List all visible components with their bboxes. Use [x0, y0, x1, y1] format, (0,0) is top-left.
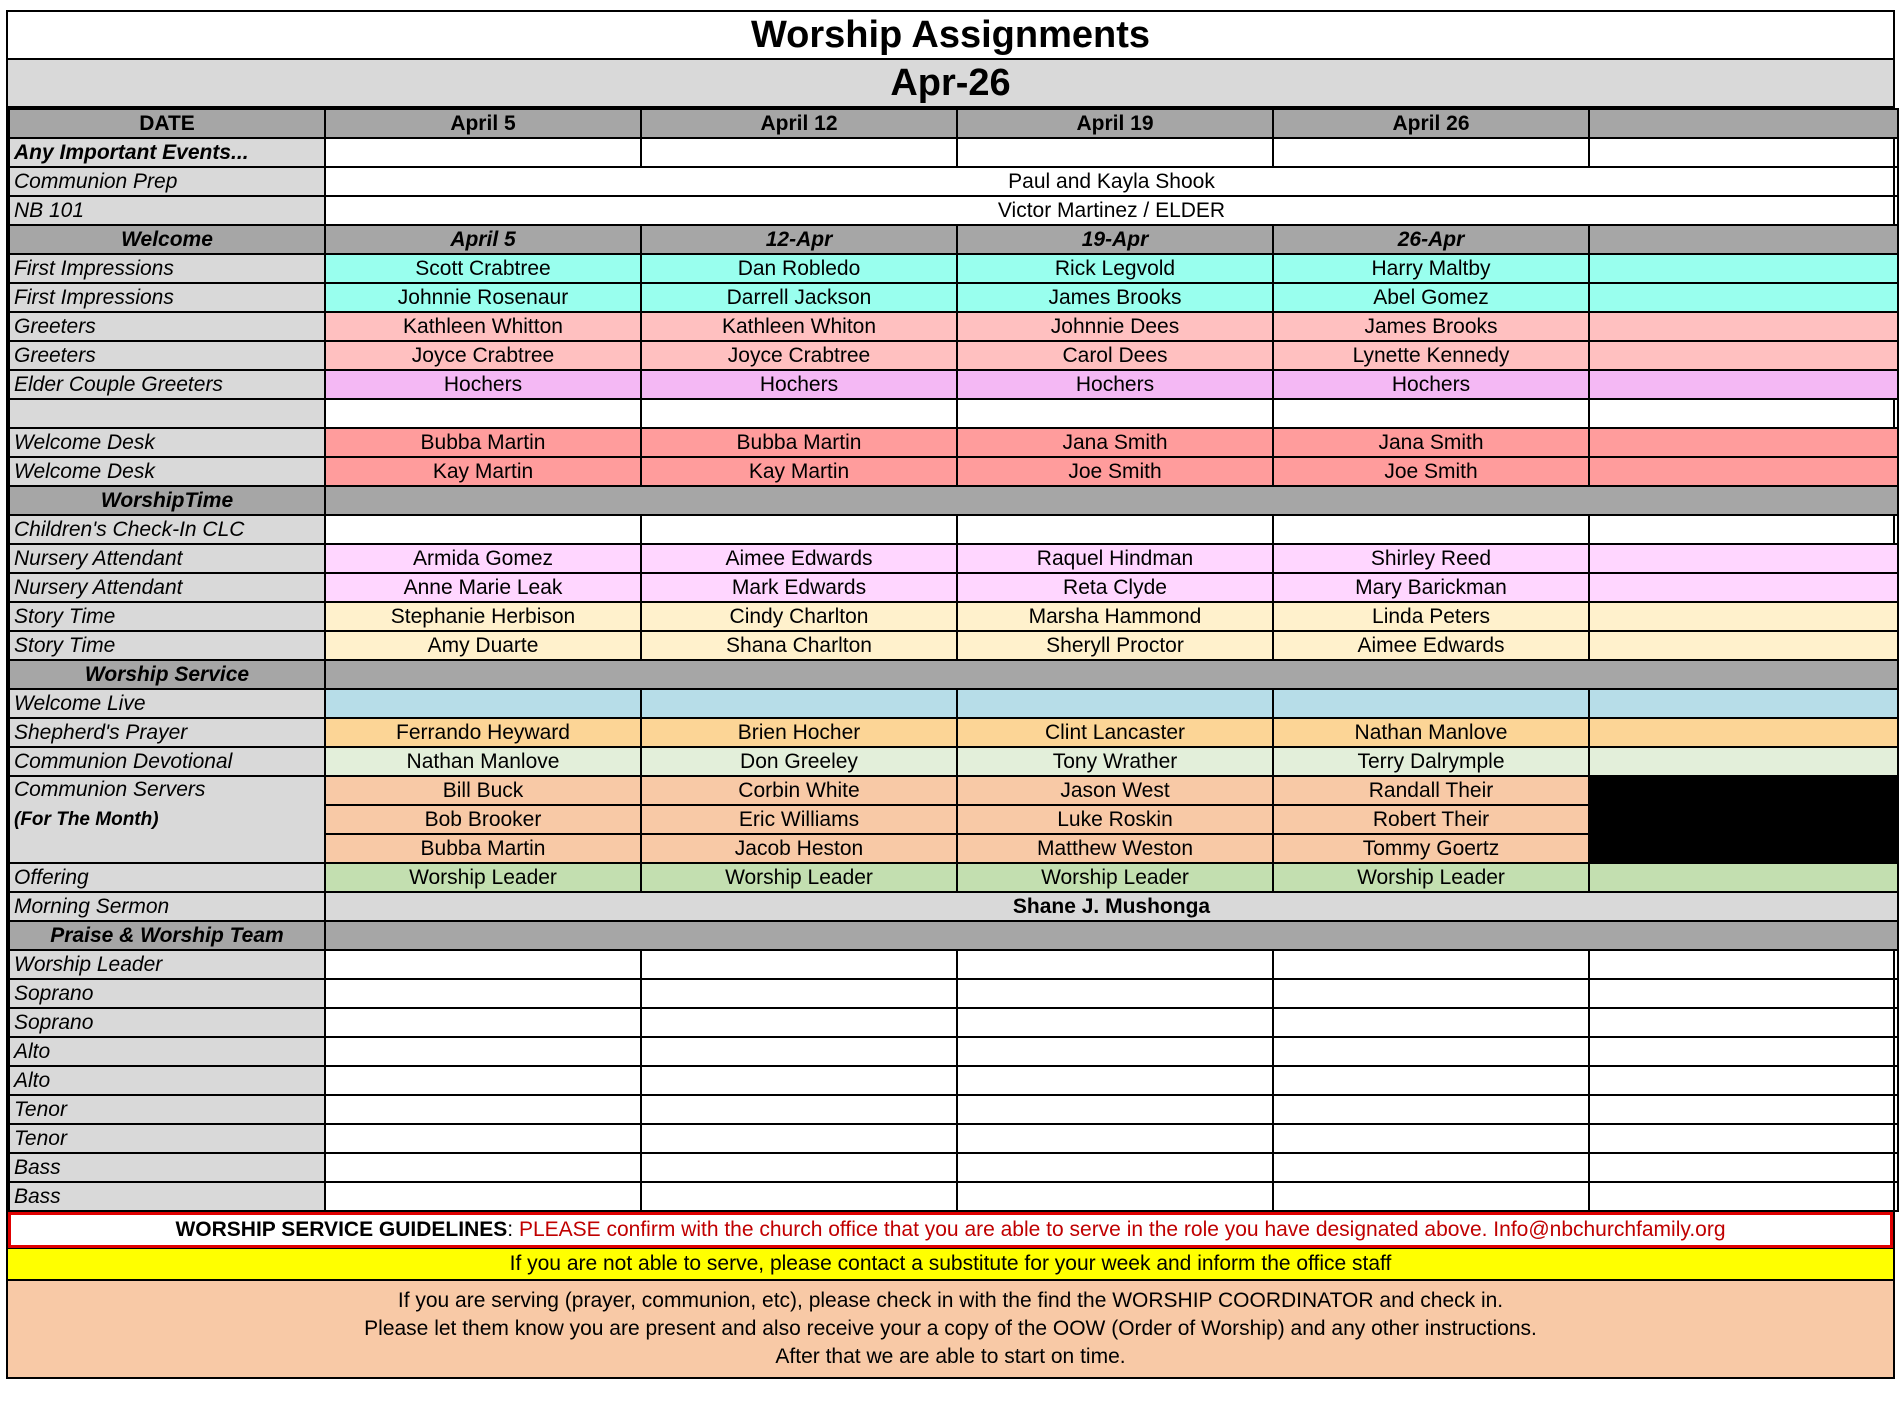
assignment-cell: Reta Clyde	[957, 573, 1273, 602]
assignment-cell	[325, 1095, 641, 1124]
assignment-cell: Lynette Kennedy	[1273, 341, 1589, 370]
assignment-cell	[957, 1008, 1273, 1037]
assignment-cell	[325, 1066, 641, 1095]
assignment-cell	[325, 138, 641, 167]
assignment-cell	[1273, 1153, 1589, 1182]
assignment-cell: Nathan Manlove	[1273, 718, 1589, 747]
assignment-cell	[641, 515, 957, 544]
assignment-cell: Victor Martinez / ELDER	[325, 196, 1898, 225]
row-label: Communion Devotional	[9, 747, 325, 776]
row-label: Worship Leader	[9, 950, 325, 979]
nb101-row	[9, 196, 1898, 225]
table-row	[9, 399, 1898, 428]
assignment-cell	[641, 1066, 957, 1095]
table-row	[9, 428, 1898, 457]
table-row	[9, 544, 1898, 573]
service-section-row	[9, 660, 1898, 689]
assignment-cell	[325, 979, 641, 1008]
assignment-cell: Robert Their	[1273, 805, 1589, 834]
table-row	[9, 283, 1898, 312]
row-label: Soprano	[9, 979, 325, 1008]
assignment-cell: Don Greeley	[641, 747, 957, 776]
assignment-cell	[957, 1124, 1273, 1153]
row-label: Tenor	[9, 1124, 325, 1153]
assignment-cell: Kathleen Whiton	[641, 312, 957, 341]
assignment-cell	[641, 399, 957, 428]
assignment-cell: Clint Lancaster	[957, 718, 1273, 747]
worship-assignments-sheet	[6, 10, 1895, 1379]
assignment-cell	[325, 689, 641, 718]
assignment-cell	[1589, 428, 1898, 457]
assignment-cell	[641, 1008, 957, 1037]
assignment-cell: Kay Martin	[325, 457, 641, 486]
section-label: WorshipTime	[9, 486, 325, 515]
assignment-cell: Bill Buck	[325, 776, 641, 805]
assignment-cell	[1273, 1095, 1589, 1124]
row-label: Children's Check-In CLC	[9, 515, 325, 544]
assignment-cell	[957, 1037, 1273, 1066]
assignment-cell	[641, 689, 957, 718]
assignment-cell	[1273, 1182, 1589, 1211]
row-label: Welcome Live	[9, 689, 325, 718]
assignment-cell: Johnnie Rosenaur	[325, 283, 641, 312]
assignment-cell: Shana Charlton	[641, 631, 957, 660]
assignment-cell: Worship Leader	[641, 863, 957, 892]
assignment-cell: Jana Smith	[1273, 428, 1589, 457]
assignment-cell	[1589, 979, 1898, 1008]
assignment-cell	[325, 950, 641, 979]
row-label: Offering	[9, 863, 325, 892]
sermon-row	[9, 892, 1898, 921]
assignment-cell	[1589, 399, 1898, 428]
assignment-cell	[641, 1153, 957, 1182]
assignment-cell	[1589, 950, 1898, 979]
table-row	[9, 1066, 1898, 1095]
communion-servers-label: Communion Servers	[14, 778, 206, 801]
assignment-cell	[1589, 1095, 1898, 1124]
row-label: Welcome Desk	[9, 428, 325, 457]
assignment-cell	[1273, 1037, 1589, 1066]
week-header: 19-Apr	[957, 225, 1273, 254]
table-row	[9, 1008, 1898, 1037]
table-row	[9, 1095, 1898, 1124]
assignment-cell	[1273, 689, 1589, 718]
section-label: Praise & Worship Team	[9, 921, 325, 950]
assignment-cell	[1589, 1124, 1898, 1153]
assignment-cell	[1273, 950, 1589, 979]
assignment-cell	[325, 515, 641, 544]
assignment-cell	[957, 1095, 1273, 1124]
table-row	[9, 689, 1898, 718]
assignment-cell	[641, 1124, 957, 1153]
assignment-cell	[1589, 254, 1898, 283]
row-label: Bass	[9, 1153, 325, 1182]
assignment-cell	[957, 1066, 1273, 1095]
assignment-cell	[641, 138, 957, 167]
row-label: Alto	[9, 1037, 325, 1066]
table-row	[9, 747, 1898, 776]
week-header: April 5	[325, 109, 641, 138]
table-row	[9, 515, 1898, 544]
section-filler	[325, 660, 1898, 689]
section-label: Welcome	[9, 225, 325, 254]
week-header: April 19	[957, 109, 1273, 138]
assignment-cell: Joe Smith	[1273, 457, 1589, 486]
offering-row	[9, 863, 1898, 892]
assignment-cell: Darrell Jackson	[641, 283, 957, 312]
row-label: Welcome Desk	[9, 457, 325, 486]
section-filler	[325, 486, 1898, 515]
assignment-cell	[1589, 863, 1898, 892]
assignment-cell: Kathleen Whitton	[325, 312, 641, 341]
table-row	[9, 573, 1898, 602]
assignment-cell	[641, 1037, 957, 1066]
table-row	[9, 718, 1898, 747]
assignment-cell	[1589, 138, 1898, 167]
assignment-cell: Corbin White	[641, 776, 957, 805]
assignment-cell: Armida Gomez	[325, 544, 641, 573]
assignment-cell: Linda Peters	[1273, 602, 1589, 631]
assignment-cell: Johnnie Dees	[957, 312, 1273, 341]
week-header: 12-Apr	[641, 225, 957, 254]
assignment-cell	[1273, 138, 1589, 167]
assignment-cell: Marsha Hammond	[957, 602, 1273, 631]
instructions-line-3: After that we are able to start on time.	[775, 1345, 1126, 1368]
assignment-cell: Joyce Crabtree	[641, 341, 957, 370]
row-label: Nursery Attendant	[9, 544, 325, 573]
assignment-cell	[1589, 312, 1898, 341]
assignment-cell: Hochers	[1273, 370, 1589, 399]
date-header-row	[9, 109, 1898, 138]
assignment-cell	[1589, 1182, 1898, 1211]
assignment-cell: Eric Williams	[641, 805, 957, 834]
assignment-cell: Terry Dalrymple	[1273, 747, 1589, 776]
praise-section-row	[9, 921, 1898, 950]
row-label: NB 101	[9, 196, 325, 225]
table-row	[9, 1037, 1898, 1066]
assignment-cell: Joe Smith	[957, 457, 1273, 486]
blank-block	[1589, 776, 1898, 863]
instructions-line-1: If you are serving (prayer, communion, etc), please check in with the find the WORSHIP COORDINATOR and check in.	[397, 1289, 1504, 1312]
assignment-cell: Carol Dees	[957, 341, 1273, 370]
assignment-cell: Bubba Martin	[325, 428, 641, 457]
row-label: Shepherd's Prayer	[9, 718, 325, 747]
section-label: Worship Service	[9, 660, 325, 689]
assignment-cell	[641, 950, 957, 979]
table-row	[9, 457, 1898, 486]
table-row	[9, 254, 1898, 283]
table-row	[9, 979, 1898, 1008]
assignment-cell	[957, 1153, 1273, 1182]
assignment-cell	[1589, 747, 1898, 776]
assignment-cell	[1273, 1124, 1589, 1153]
assignment-cell: Shirley Reed	[1273, 544, 1589, 573]
row-label: Any Important Events...	[9, 138, 325, 167]
assignment-cell: Worship Leader	[1273, 863, 1589, 892]
assignment-cell: Worship Leader	[325, 863, 641, 892]
assignment-cell	[957, 1182, 1273, 1211]
assignment-cell	[325, 1037, 641, 1066]
row-label	[9, 776, 325, 863]
assignment-cell: Jason West	[957, 776, 1273, 805]
assignment-cell: Kay Martin	[641, 457, 957, 486]
row-label: Bass	[9, 1182, 325, 1211]
assignment-cell: James Brooks	[1273, 312, 1589, 341]
section-filler	[325, 921, 1898, 950]
assignment-cell: Nathan Manlove	[325, 747, 641, 776]
assignment-cell	[1589, 718, 1898, 747]
assignment-cell	[957, 950, 1273, 979]
communion-servers-row	[9, 776, 1898, 805]
week-header: April 5	[325, 225, 641, 254]
assignment-cell	[325, 1182, 641, 1211]
assignment-cell: Anne Marie Leak	[325, 573, 641, 602]
assignment-cell	[1589, 1153, 1898, 1182]
assignment-cell: Scott Crabtree	[325, 254, 641, 283]
worshiptime-section-row	[9, 486, 1898, 515]
row-label: First Impressions	[9, 254, 325, 283]
assignment-cell	[957, 515, 1273, 544]
assignment-cell: Ferrando Heyward	[325, 718, 641, 747]
row-label: Communion Prep	[9, 167, 325, 196]
assignments-table	[8, 108, 1899, 1212]
assignment-cell	[957, 399, 1273, 428]
assignment-cell	[1273, 1066, 1589, 1095]
month-title: Apr-26	[8, 60, 1893, 108]
assignment-cell	[1589, 573, 1898, 602]
assignment-cell	[1589, 1037, 1898, 1066]
row-label: Nursery Attendant	[9, 573, 325, 602]
assignment-cell	[1589, 631, 1898, 660]
week-header: 26-Apr	[1273, 225, 1589, 254]
assignment-cell	[957, 979, 1273, 1008]
instructions-line-2: Please let them know you are present and also receive your a copy of the OOW (Order of Worship) and any other instructions.	[364, 1317, 1537, 1340]
row-label	[9, 399, 325, 428]
assignment-cell	[1273, 1008, 1589, 1037]
assignment-cell: Aimee Edwards	[641, 544, 957, 573]
guidelines-confirm: PLEASE confirm with the church office that you are able to serve in the role you have designated above.	[518, 1218, 1488, 1241]
assignment-cell	[1273, 515, 1589, 544]
assignment-cell: Joyce Crabtree	[325, 341, 641, 370]
assignment-cell	[325, 1124, 641, 1153]
row-label: Greeters	[9, 312, 325, 341]
assignment-cell	[641, 979, 957, 1008]
assignment-cell	[1273, 979, 1589, 1008]
assignment-cell: Jana Smith	[957, 428, 1273, 457]
row-label: Elder Couple Greeters	[9, 370, 325, 399]
assignment-cell	[641, 1182, 957, 1211]
assignment-cell: Harry Maltby	[1273, 254, 1589, 283]
assignment-cell: Hochers	[325, 370, 641, 399]
assignment-cell	[325, 1008, 641, 1037]
assignment-cell: Abel Gomez	[1273, 283, 1589, 312]
communion-prep-row	[9, 167, 1898, 196]
assignment-cell: Mark Edwards	[641, 573, 957, 602]
table-row	[9, 312, 1898, 341]
row-label: First Impressions	[9, 283, 325, 312]
assignment-cell: Tommy Goertz	[1273, 834, 1589, 863]
table-row	[9, 1153, 1898, 1182]
assignment-cell: Hochers	[641, 370, 957, 399]
table-row	[9, 602, 1898, 631]
assignment-cell: Raquel Hindman	[957, 544, 1273, 573]
row-label: Greeters	[9, 341, 325, 370]
row-label: Soprano	[9, 1008, 325, 1037]
assignment-cell	[1589, 544, 1898, 573]
guidelines-box	[8, 1212, 1893, 1248]
assignment-cell: Matthew Weston	[957, 834, 1273, 863]
table-row	[9, 950, 1898, 979]
assignment-cell	[1589, 602, 1898, 631]
assignment-cell	[1589, 1008, 1898, 1037]
sermon-preacher: Shane J. Mushonga	[325, 892, 1898, 921]
assignment-cell: Jacob Heston	[641, 834, 957, 863]
assignment-cell: Stephanie Herbison	[325, 602, 641, 631]
assignment-cell: Hochers	[957, 370, 1273, 399]
week-header	[1589, 225, 1898, 254]
assignment-cell: Cindy Charlton	[641, 602, 957, 631]
assignment-cell	[325, 1153, 641, 1182]
guidelines-colon: :	[507, 1218, 519, 1241]
assignment-cell: Bob Brooker	[325, 805, 641, 834]
table-row	[9, 341, 1898, 370]
sheet-title: Worship Assignments	[8, 12, 1893, 60]
assignment-cell	[1589, 457, 1898, 486]
assignment-cell: Brien Hocher	[641, 718, 957, 747]
assignment-cell	[1589, 689, 1898, 718]
assignment-cell	[957, 138, 1273, 167]
assignment-cell	[1273, 399, 1589, 428]
check-in-instructions	[8, 1279, 1893, 1377]
welcome-section-row	[9, 225, 1898, 254]
row-label: Tenor	[9, 1095, 325, 1124]
guidelines-lead: WORSHIP SERVICE GUIDELINES	[175, 1218, 508, 1241]
assignment-cell: Sheryll Proctor	[957, 631, 1273, 660]
assignment-cell	[1589, 370, 1898, 399]
week-header	[1589, 109, 1898, 138]
table-row	[9, 138, 1898, 167]
assignment-cell	[1589, 283, 1898, 312]
row-label: Morning Sermon	[9, 892, 325, 921]
assignment-cell: Dan Robledo	[641, 254, 957, 283]
table-row	[9, 631, 1898, 660]
assignment-cell	[1589, 515, 1898, 544]
assignment-cell: Mary Barickman	[1273, 573, 1589, 602]
table-row	[9, 370, 1898, 399]
assignment-cell: Bubba Martin	[325, 834, 641, 863]
table-row	[9, 1182, 1898, 1211]
row-label: Story Time	[9, 631, 325, 660]
row-label: Alto	[9, 1066, 325, 1095]
assignment-cell: Tony Wrather	[957, 747, 1273, 776]
assignment-cell	[325, 399, 641, 428]
week-header: April 26	[1273, 109, 1589, 138]
assignment-cell: Rick Legvold	[957, 254, 1273, 283]
week-header: April 12	[641, 109, 957, 138]
assignment-cell: James Brooks	[957, 283, 1273, 312]
assignment-cell: Amy Duarte	[325, 631, 641, 660]
assignment-cell	[1589, 341, 1898, 370]
assignment-cell	[641, 1095, 957, 1124]
communion-servers-sublabel: (For The Month)	[14, 809, 159, 830]
assignment-cell	[1589, 1066, 1898, 1095]
assignment-cell: Paul and Kayla Shook	[325, 167, 1898, 196]
assignment-cell: Bubba Martin	[641, 428, 957, 457]
assignment-cell: Luke Roskin	[957, 805, 1273, 834]
date-header-label: DATE	[9, 109, 325, 138]
assignment-cell: Aimee Edwards	[1273, 631, 1589, 660]
guidelines-email: Info@nbchurchfamily.org	[1487, 1218, 1726, 1241]
assignment-cell: Worship Leader	[957, 863, 1273, 892]
row-label: Story Time	[9, 602, 325, 631]
substitute-notice: If you are not able to serve, please contact a substitute for your week and inform the office staff	[8, 1248, 1893, 1279]
assignment-cell	[957, 689, 1273, 718]
assignment-cell: Randall Their	[1273, 776, 1589, 805]
table-row	[9, 1124, 1898, 1153]
